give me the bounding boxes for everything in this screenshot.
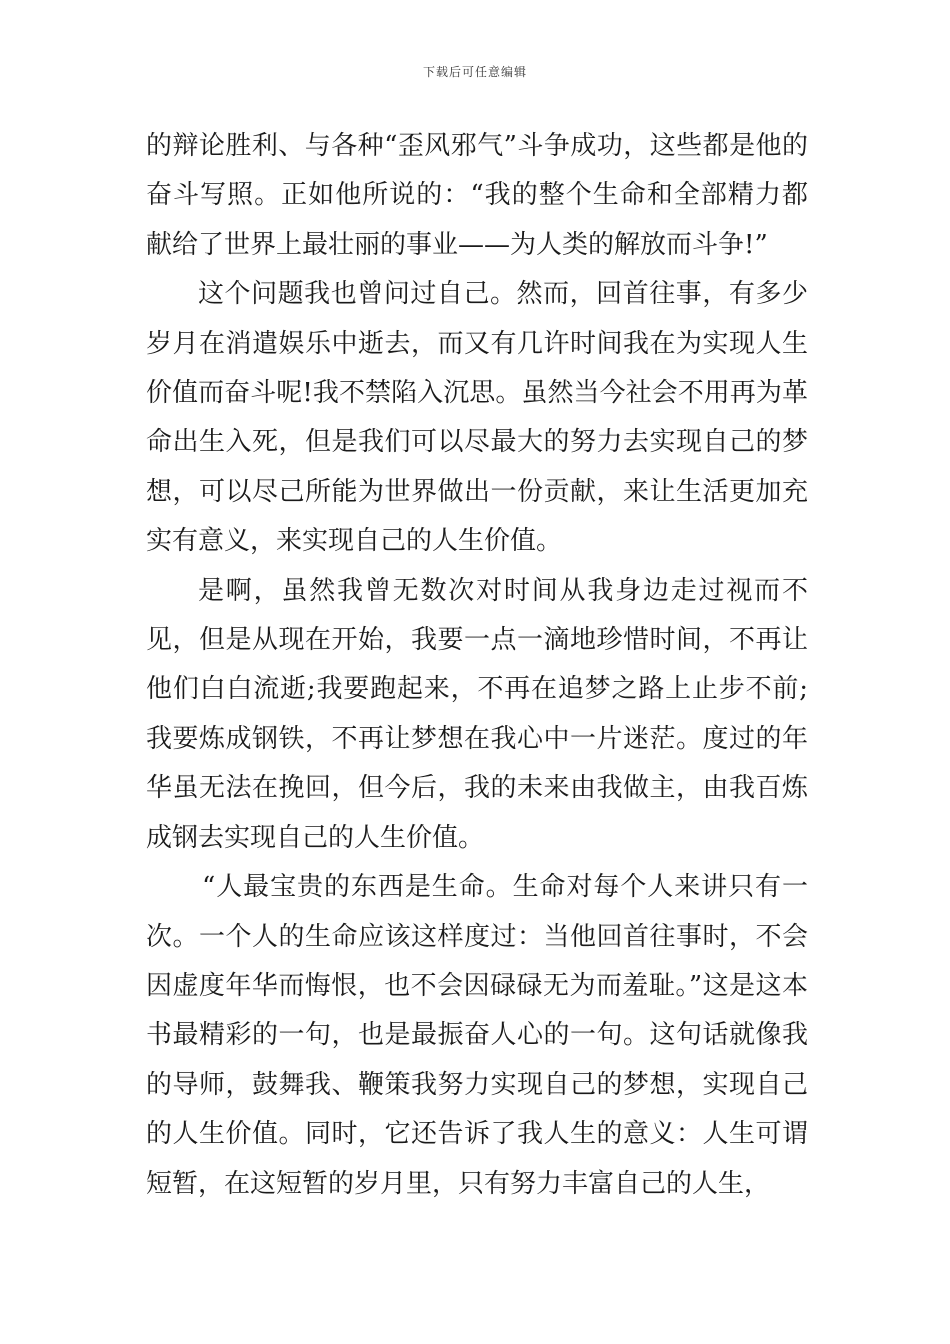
paragraph-2: 这个问题我也曾问过自己。然而，回首往事，有多少岁月在消遣娱乐中逝去，而又有几许时间我在为实现人生价值而奋斗呢!我不禁陷入沉思。虽然当今社会不用再为革命出生入死，但是我们可以尽最大的努力去实现自己的梦想，可以尽己所能为世界做出一份贡献，来让生活更加充实有意义，来实现自己的人生价值。: [146, 279, 808, 557]
document-body: [146, 122, 808, 1209]
page-header: 下载后可任意编辑: [422, 65, 527, 79]
paragraph-4: “人最宝贵的东西是生命。生命对每个人来讲只有一次。一个人的生命应该这样度过：当他回首往事时，不会因虚度年华而悔恨，也不会因碌碌无为而羞耻。”这是这本书最精彩的一句，也是最振奋人心的一句。这句话就像我的导师，鼓舞我、鞭策我努力实现自己的梦想，实现自己的人生价值。同时，它还告诉了我人生的意义：人生可谓短暂，在这短暂的岁月里，只有努力丰富自己的人生，: [146, 872, 808, 1199]
paragraph-1: 的辩论胜利、与各种“歪风邪气”斗争成功，这些都是他的奋斗写照。正如他所说的：“我的整个生命和全部精力都献给了世界上最壮丽的事业——为人类的解放而斗争!”: [146, 131, 808, 260]
paragraph-3: 是啊，虽然我曾无数次对时间从我身边走过视而不见，但是从现在开始，我要一点一滴地珍惜时间，不再让他们白白流逝;我要跑起来，不再在追梦之路上止步不前;我要炼成钢铁，不再让梦想在我心中一片迷茫。度过的年华虽无法在挽回，但今后，我的未来由我做主，由我百炼成钢去实现自己的人生价值。: [146, 575, 808, 853]
